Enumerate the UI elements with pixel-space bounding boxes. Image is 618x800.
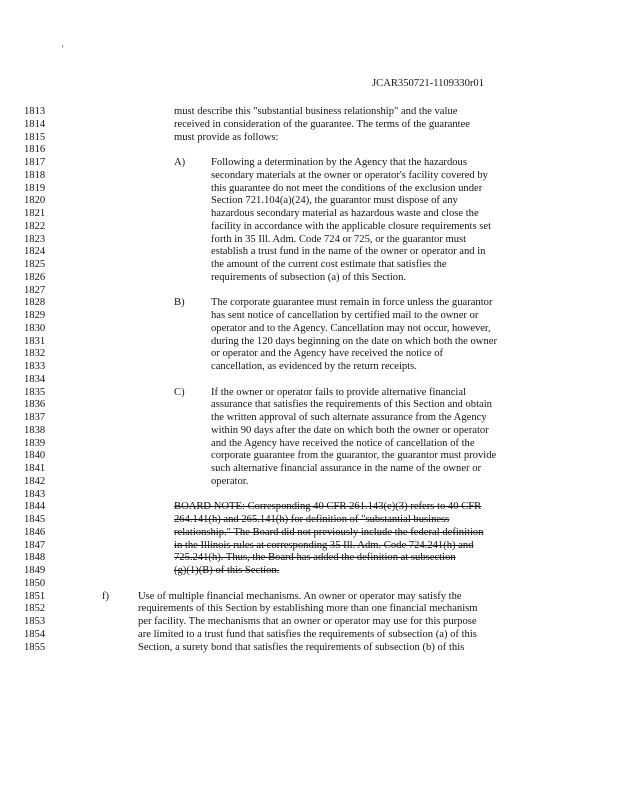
line-number: 1837 bbox=[24, 412, 46, 423]
text-line: during the 120 days beginning on the date on which both the owner bbox=[211, 335, 497, 347]
line-number: 1828 bbox=[24, 297, 46, 309]
line-number: 1847 bbox=[24, 539, 46, 551]
text-line: has sent notice of cancellation by certified mail to the owner or bbox=[211, 310, 479, 321]
page-header: JCAR350721-1109330r01 bbox=[372, 78, 485, 89]
text-line: requirements of this Section by establishing more than one financial mechanism bbox=[138, 603, 478, 615]
line-number: 1854 bbox=[24, 628, 46, 640]
text-line: The corporate guarantee must remain in force unless the guarantor bbox=[211, 297, 493, 309]
line-number: 1838 bbox=[24, 424, 46, 436]
text-line: must describe this "substantial business relationship" and the value bbox=[174, 106, 458, 117]
text-line: hazardous secondary material as hazardous waste and close the bbox=[211, 208, 479, 219]
text-line: must provide as follows: bbox=[174, 131, 279, 143]
line-number: 1832 bbox=[24, 348, 46, 360]
stray-mark: ' bbox=[62, 44, 64, 54]
line-number: 1841 bbox=[24, 463, 46, 474]
struck-text-line: in the Illinois rules at corresponding 35 Ill. Adm. Code 724.241(h) and bbox=[174, 539, 474, 551]
text-line: facility in accordance with the applicable closure requirements set bbox=[211, 220, 492, 232]
text-line: cancellation, as evidenced by the return receipts. bbox=[211, 361, 417, 372]
text-line: establish a trust fund in the name of the owner or operator and in bbox=[211, 246, 486, 258]
line-number: 1820 bbox=[24, 195, 46, 207]
line-number: 1834 bbox=[24, 373, 46, 385]
text-line: operator. bbox=[211, 475, 249, 487]
subsection-marker: C) bbox=[174, 386, 185, 398]
text-line: this guarantee do not meet the conditions of the exclusion under bbox=[211, 182, 483, 194]
line-number: 1823 bbox=[24, 233, 46, 245]
line-number: 1816 bbox=[24, 144, 46, 156]
text-line: If the owner or operator fails to provide alternative financial bbox=[211, 386, 467, 398]
struck-text-line: BOARD NOTE: Corresponding 40 CFR 261.143(e)(3) refers to 40 CFR bbox=[174, 501, 482, 513]
line-number: 1836 bbox=[24, 399, 46, 411]
line-number: 1815 bbox=[24, 131, 46, 143]
line-number: 1843 bbox=[24, 488, 46, 500]
text-line: or operator and the Agency have received the notice of bbox=[211, 348, 444, 360]
text-line: Section 721.104(a)(24), the guarantor must dispose of any bbox=[211, 195, 458, 207]
text-line: corporate guarantee from the guarantor, the guarantor must provide bbox=[211, 450, 497, 462]
text-line: the written approval of such alternate assurance from the Agency bbox=[211, 412, 487, 423]
line-number: 1851 bbox=[24, 590, 46, 602]
line-number: 1845 bbox=[24, 514, 46, 525]
line-number: 1824 bbox=[24, 246, 46, 258]
text-line: Following a determination by the Agency that the hazardous bbox=[211, 157, 467, 168]
text-line: the amount of the current cost estimate that satisfies the bbox=[211, 259, 447, 270]
subsection-marker: A) bbox=[174, 157, 186, 168]
line-number: 1819 bbox=[24, 182, 46, 194]
line-number: 1829 bbox=[24, 310, 46, 321]
text-line: operator and to the Agency. Cancellation may not occur, however, bbox=[211, 322, 491, 334]
subsection-marker: f) bbox=[102, 590, 110, 602]
line-number: 1826 bbox=[24, 271, 46, 283]
line-number: 1831 bbox=[24, 335, 46, 347]
line-number: 1852 bbox=[24, 603, 46, 615]
struck-text-line: 264.141(h) and 265.141(h) for definition of "substantial business bbox=[174, 514, 450, 525]
text-line: received in consideration of the guarantee. The terms of the guarantee bbox=[174, 118, 471, 130]
line-number: 1840 bbox=[24, 450, 46, 462]
line-number: 1813 bbox=[24, 106, 46, 117]
line-number: 1848 bbox=[24, 552, 46, 564]
line-number: 1817 bbox=[24, 157, 46, 168]
text-line: per facility. The mechanisms that an owner or operator may use for this purpose bbox=[138, 616, 477, 627]
line-number: 1850 bbox=[24, 577, 46, 589]
text-line: requirements of subsection (a) of this Section. bbox=[211, 271, 407, 283]
line-number: 1821 bbox=[24, 208, 46, 219]
text-line: assurance that satisfies the requirements of this Section and obtain bbox=[211, 399, 492, 411]
line-number: 1830 bbox=[24, 322, 46, 334]
line-number: 1818 bbox=[24, 169, 46, 181]
text-line: are limited to a trust fund that satisfies the requirements of subsection (a) of this bbox=[138, 628, 477, 640]
struck-text-line: 725.241(h). Thus, the Board has added the definition at subsection bbox=[174, 552, 456, 564]
text-line: such alternative financial assurance in the name of the owner or bbox=[211, 463, 482, 474]
text-line: Section, a surety bond that satisfies the requirements of subsection (b) of this bbox=[138, 641, 465, 653]
text-line: Use of multiple financial mechanisms. An owner or operator may satisfy the bbox=[138, 590, 462, 602]
line-number: 1833 bbox=[24, 361, 46, 372]
text-line: forth in 35 Ill. Adm. Code 724 or 725, or the guarantor must bbox=[211, 233, 467, 245]
text-line: secondary materials at the owner or operator's facility covered by bbox=[211, 169, 488, 181]
line-number: 1853 bbox=[24, 616, 46, 627]
line-number: 1855 bbox=[24, 641, 46, 653]
line-number: 1827 bbox=[24, 284, 46, 296]
text-line: within 90 days after the date on which both the owner or operator bbox=[211, 424, 489, 436]
line-number: 1846 bbox=[24, 526, 46, 538]
line-number: 1814 bbox=[24, 118, 46, 130]
line-number: 1825 bbox=[24, 259, 46, 270]
line-number: 1835 bbox=[24, 386, 46, 398]
line-number: 1849 bbox=[24, 565, 46, 576]
struck-text-line: (g)(1)(B) of this Section. bbox=[174, 565, 280, 576]
struck-text-line: relationship." The Board did not previously include the federal definition bbox=[174, 526, 484, 538]
text-line: and the Agency have received the notice of cancellation of the bbox=[211, 437, 475, 449]
line-number: 1842 bbox=[24, 475, 46, 487]
line-number: 1844 bbox=[24, 501, 46, 513]
line-number: 1839 bbox=[24, 437, 46, 449]
line-number: 1822 bbox=[24, 220, 46, 232]
subsection-marker: B) bbox=[174, 297, 185, 309]
